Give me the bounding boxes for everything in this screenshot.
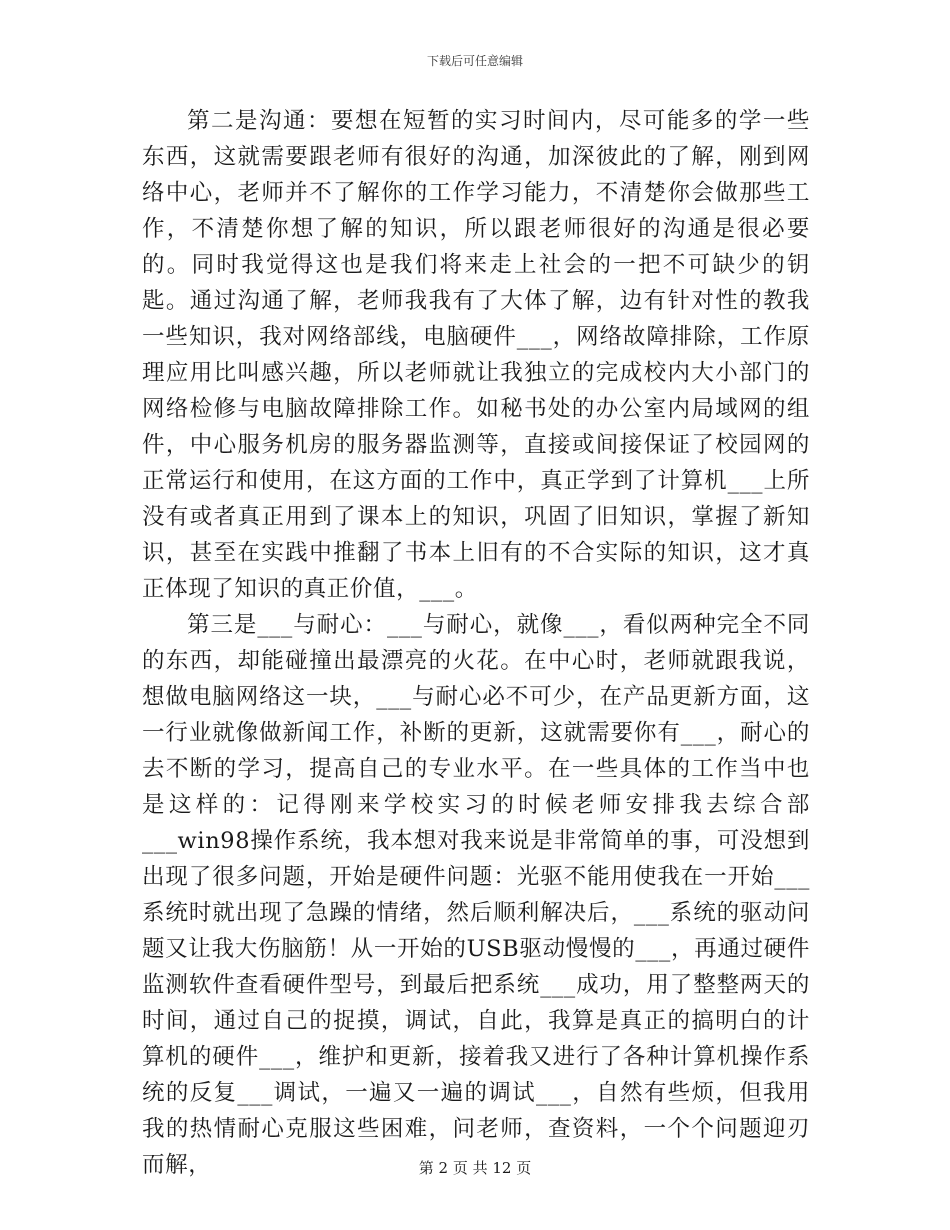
page-header-note: 下载后可任意编辑 [426, 54, 523, 68]
page-number-footer: 第 2 页 共 12 页 [418, 1159, 532, 1177]
paragraph-communication: 第二是沟通：要想在短暂的实习时间内，尽可能多的学一些东西，这就需要跟老师有很好的沟通，加深彼此的了解，刚到网络中心，老师并不了解你的工作学习能力，不清楚你会做那些工作，不清楚你想了解的知识，所以跟老师很好的沟通是很必要的。同时我觉得这也是我们将来走上社会的一把不可缺少的钥匙。通过沟通了解，老师我我有了大体了解，边有针对性的教我一些知识，我对网络部线，电脑硬件___，网络故障排除，工作原理应用比叫感兴趣，所以老师就让我独立的完成校内大小部门的网络检修与电脑故障排除工作。如秘书处的办公室内局域网的组件，中心服务机房的服务器监测等，直接或间接保证了校园网的正常运行和使用，在这方面的工作中，真正学到了计算机___上所没有或者真正用到了课本上的知识，巩固了旧知识，掌握了新知识，甚至在实践中推翻了书本上旧有的不合实际的知识，这才真正体现了知识的真正价值，___。 [142, 108, 810, 602]
paragraph-patience: 第三是___与耐心：___与耐心，就像___，看似两种完全不同的东西，却能碰撞出最漂亮的火花。在中心时，老师就跟我说，想做电脑网络这一块，___与耐心必不可少，在产品更新方面，这一行业就像做新闻工作，补断的更新，这就需要你有___，耐心的去不断的学习，提高自己的专业水平。在一些具体的工作当中也是这样的：记得刚来学校实习的时候老师安排我去综合部___win98操作系统，我本想对我来说是非常简单的事，可没想到出现了很多问题，开始是硬件问题：光驱不能用使我在一开始___系统时就出现了急躁的情绪，然后顺利解决后，___系统的驱动问题又让我大伤脑筋！从一开始的USB驱动慢慢的___，再通过硬件监测软件查看硬件型号，到最后把系统___成功，用了整整两天的时间，通过自己的捉摸，调试，自此，我算是真正的搞明白的计算机的硬件___，维护和更新，接着我又进行了各种计算机操作系统的反复___调试，一遍又一遍的调试___，自然有些烦，但我用我的热情耐心克服这些困难，问老师，查资料，一个个问题迎刃而解， [142, 612, 810, 1178]
document-body [142, 103, 810, 1183]
